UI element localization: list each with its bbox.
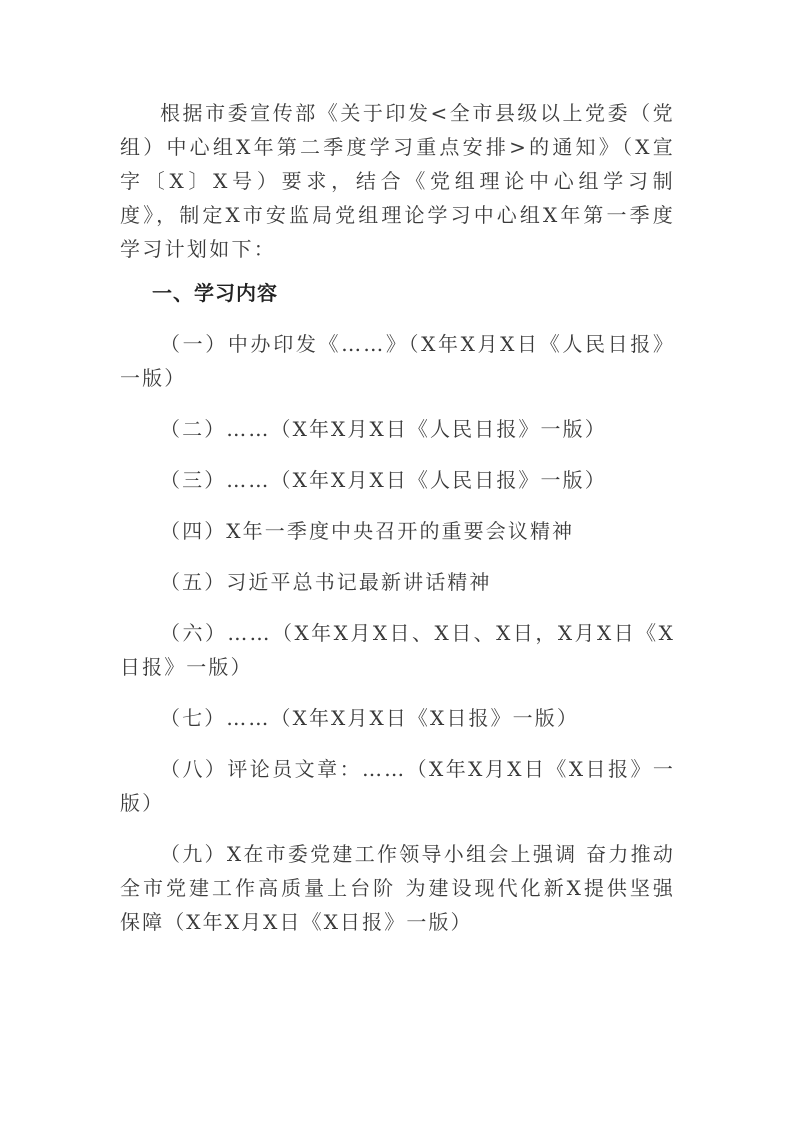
section-heading: 一、学习内容 bbox=[152, 281, 278, 305]
list-item-9: （九）X在市委党建工作领导小组会上强调 奋力推动全市党建工作高质量上台阶 为建设现代化新X提供坚强保障（X年X月X日《X日报》一版） bbox=[120, 842, 675, 934]
document-body bbox=[120, 96, 675, 956]
list-item-8: （八）评论员文章：……（X年X月X日《X日报》一版） bbox=[120, 757, 675, 815]
list-item-3: （三）……（X年X月X日《人民日报》一版） bbox=[160, 468, 607, 492]
list-item-5: （五）习近平总书记最新讲话精神 bbox=[160, 570, 492, 594]
list-item-4: （四）X年一季度中央召开的重要会议精神 bbox=[160, 519, 575, 543]
list-item-1: （一）中办印发《……》（X年X月X日《人民日报》一版） bbox=[120, 332, 675, 390]
list-item-7: （七）……（X年X月X日《X日报》一版） bbox=[160, 706, 579, 730]
list-item-2: （二）……（X年X月X日《人民日报》一版） bbox=[160, 417, 607, 441]
list-item-6: （六）……（X年X月X日、X日、X日，X月X日《X日报》一版） bbox=[120, 621, 675, 679]
intro-paragraph: 根据市委宣传部《关于印发<全市县级以上党委（党组）中心组X年第二季度学习重点安排>的通知》（X宣字〔X〕X号）要求，结合《党组理论中心组学习制度》，制定X市安监局党组理论学习中心组X年第一季度学习计划如下： bbox=[120, 101, 675, 261]
